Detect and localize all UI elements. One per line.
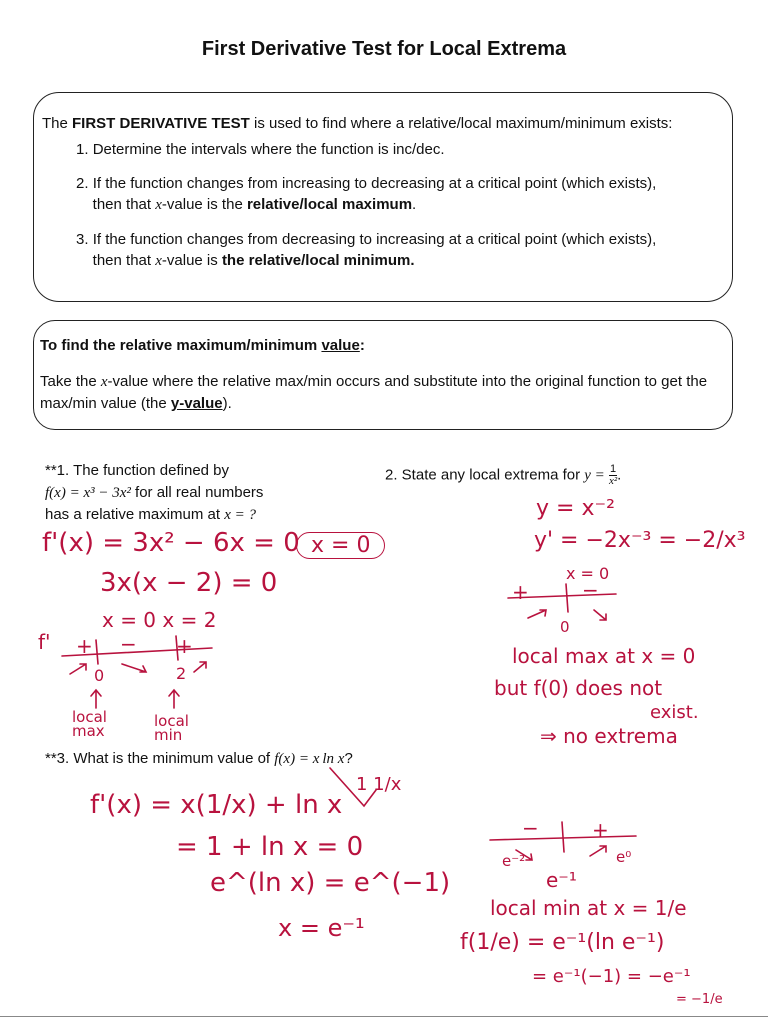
hw-p3-line1: f'(x) = x(1/x) + ln x [90,790,343,820]
hw-p1-sign-plus-2: + [176,634,193,658]
step-1: 1. Determine the intervals where the function is inc/dec. [76,141,445,158]
hw-p1-factor: 3x(x − 2) = 0 [100,568,278,598]
p2-arrow-up [528,610,546,618]
problem-3: **3. What is the minimum value of f(x) = x ln x? [45,750,353,767]
p3-arrow-down [516,850,532,860]
p1-tick-0 [96,640,98,664]
value-instructions: Take the x-value where the relative max/min occurs and substitute into the original function to get the max/min value (the y-value). [40,373,708,412]
hw-p2-line2: y' = −2x⁻³ = −2/x³ [534,528,746,553]
hw-p3-critical-point: e⁻¹ [546,868,577,892]
hw-p1-local-max: local max [72,708,107,740]
hw-p2-line3: local max at x = 0 [512,644,696,668]
hw-p3-left-point: e⁻² [502,852,526,870]
p1-up-arrow-max [91,690,101,708]
hw-p2-zero: x = 0 [566,564,610,583]
problem-2: 2. State any local extrema for y = $\frac{1}{\text{x²}}$ . [385,463,622,487]
hw-p3-sign-minus: − [522,816,539,840]
hw-p2-line5: exist. [650,702,699,723]
hw-p1-point-0: 0 [94,666,105,685]
hw-p2-line4: but f(0) does not [494,676,663,700]
hw-p1-sign-label: f' [38,630,51,654]
hw-p3-line5: local min at x = 1/e [490,896,687,920]
hw-p1-boxed-answer: x = 0 [296,532,385,559]
p2-arrow-down [594,610,606,620]
p2-tick [566,584,568,612]
hw-p3-line7: = e⁻¹(−1) = −e⁻¹ [532,966,691,987]
hw-p3-marks: 1 1/x [356,774,402,795]
hw-p2-sign-minus: − [582,578,599,602]
hw-p1-point-2: 2 [176,664,187,683]
page-bottom-edge [0,1016,768,1017]
hw-p2-point: 0 [560,618,570,636]
p3-divider [330,768,376,806]
step-3: 3. If the function changes from decreasing to increasing at a critical point (which exists), then that x-value is the relative/local minimum. [76,231,657,269]
p3-tick [562,822,564,852]
p1-arrow-down [122,664,146,672]
test-intro: The FIRST DERIVATIVE TEST is used to find where a relative/local maximum/minimum exists: [42,115,673,132]
hw-p3-line2: = 1 + ln x = 0 [176,832,364,862]
hw-p1-derivative: f'(x) = 3x² − 6x = 0 [42,528,300,558]
p1-arrow-up-2 [194,662,206,672]
hw-p1-local-min: local min [154,712,189,744]
p1-up-arrow-min [169,690,179,708]
p2-number-line [508,594,616,598]
problem-1: **1. The function defined by f(x) = x³ − 3x² for all real numbers has a relative maximum at x = ? [45,462,264,523]
hw-p3-line3: e^(ln x) = e^(−1) [210,868,451,898]
fraction: $\frac{1}{\text{x²}}$ [608,463,618,487]
hw-p3-line6: f(1/e) = e⁻¹(ln e⁻¹) [460,930,665,955]
step-2: 2. If the function changes from increasing to decreasing at a critical point (which exists), then that x-value is the relative/local maximum. [76,175,657,213]
hw-p1-sign-minus: − [120,632,137,656]
hw-p3-right-point: e⁰ [616,848,632,866]
hw-p2-line6: ⇒ no extrema [540,724,678,748]
hw-p3-sign-plus: + [592,818,609,842]
hw-p1-sign-plus-1: + [76,634,93,658]
hw-p3-line8: = −1/e [676,992,723,1007]
p1-arrow-up-1 [70,664,86,674]
hw-p2-line1: y = x⁻² [536,496,615,521]
p1-number-line [62,648,212,656]
hw-p1-roots: x = 0 x = 2 [102,608,217,632]
hw-p2-sign-plus: + [512,580,529,604]
p1-tick-2 [176,636,178,660]
p3-arrow-up [590,846,606,856]
hw-p3-line4: x = e⁻¹ [278,914,365,942]
page-title: First Derivative Test for Local Extrema [201,38,567,60]
value-heading: To find the relative maximum/minimum value: [40,337,365,354]
